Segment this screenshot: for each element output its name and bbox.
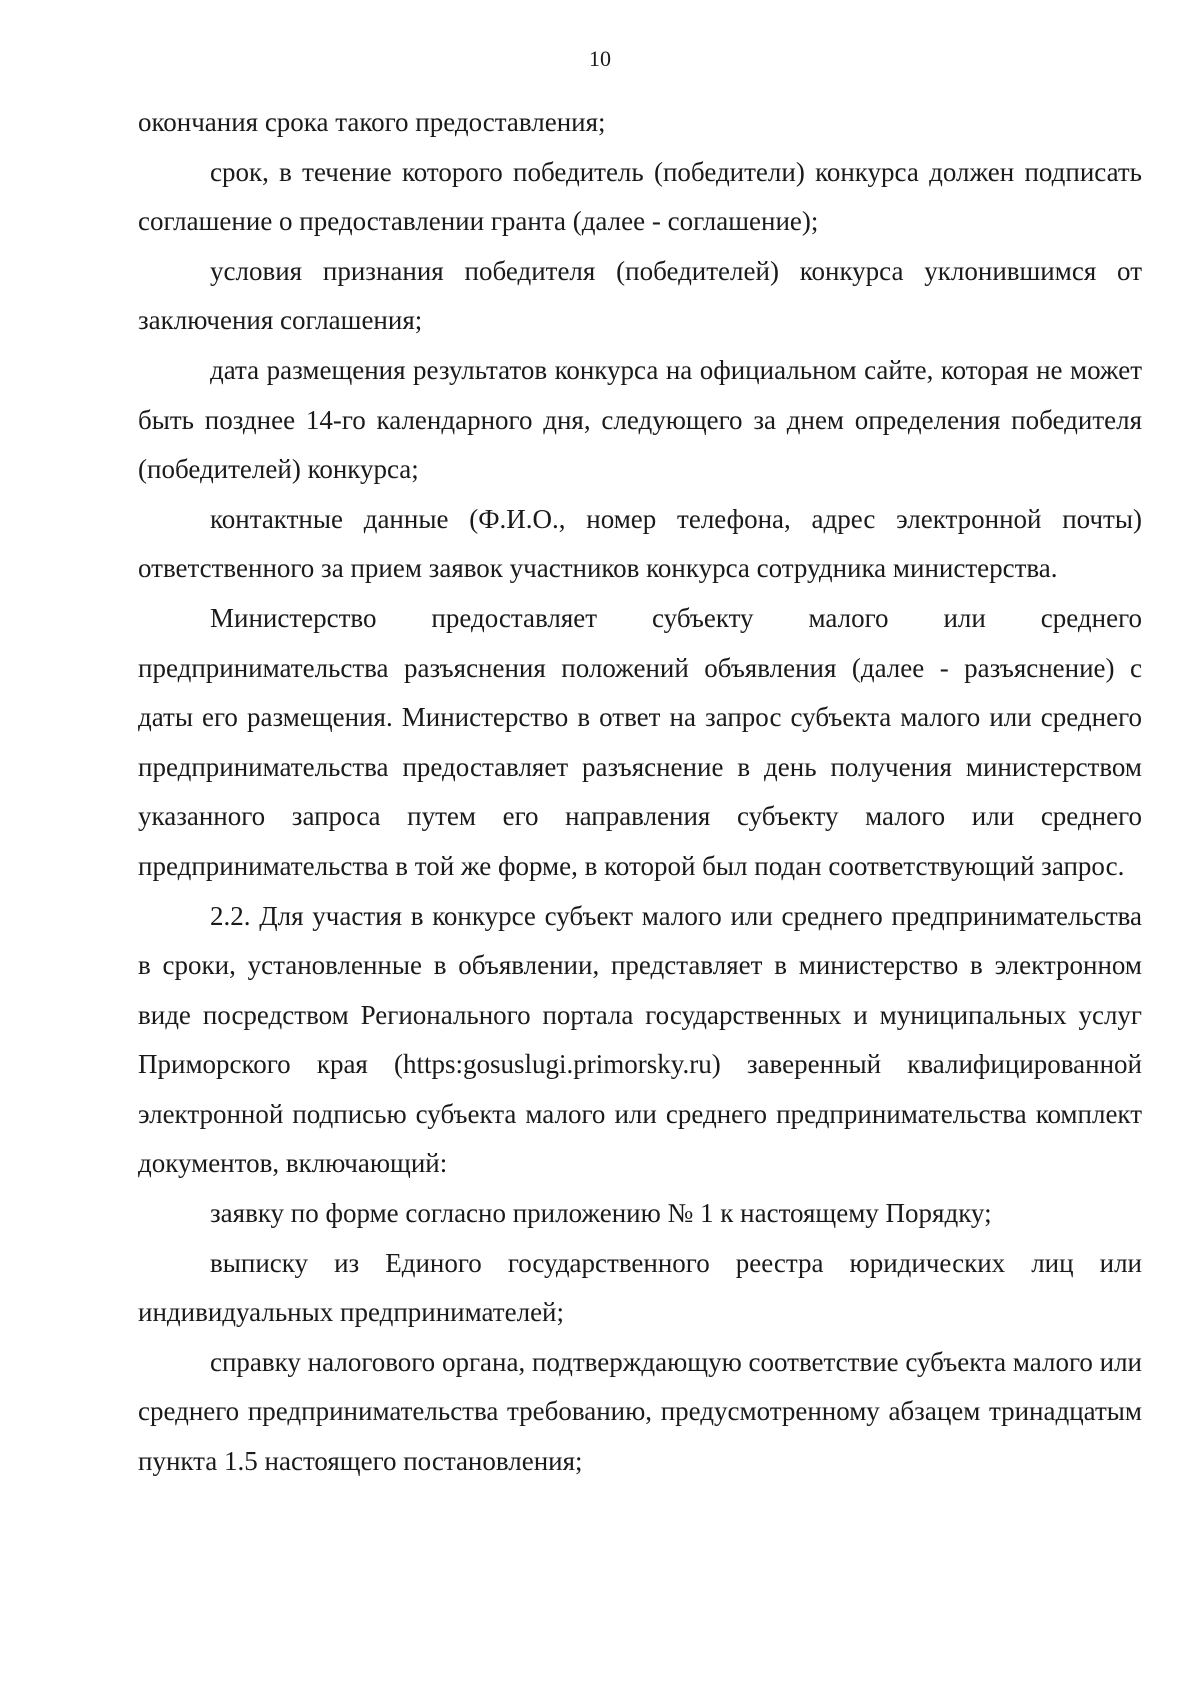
paragraph: заявку по форме согласно приложению № 1 к настоящему Порядку;: [210, 1198, 992, 1229]
paragraph: условия признания победителя (победителей) конкурса уклонившимся от заключения соглашения;: [138, 255, 1142, 336]
document-body: [138, 98, 1142, 1487]
paragraph: дата размещения результатов конкурса на официальном сайте, которая не может быть позднее 14-го календарного дня, следующего за днем определения победителя (победителей) конкурса;: [138, 354, 1142, 485]
paragraph: справку налогового органа, подтверждающую соответствие субъекта малого или среднего предпринимательства требованию, предусмотренному абзацем тринадцатым пункта 1.5 настоящего постановления;: [138, 1346, 1142, 1477]
paragraph: Министерство предоставляет субъекту малого или среднего предпринимательства разъяснения положений объявления (далее - разъяснение) с даты его размещения. Министерство в ответ на запрос субъекта малого или среднего предпринимательства предоставляет разъяснение в день получения министерством указанного запроса путем его направления субъекту малого или среднего предпринимательства в той же форме, в которой был подан соответствующий запрос.: [138, 602, 1142, 881]
page-number: 10: [589, 46, 611, 71]
paragraph: контактные данные (Ф.И.О., номер телефона, адрес электронной почты) ответственного за прием заявок участников конкурса сотрудника министерства.: [138, 503, 1142, 584]
paragraph: срок, в течение которого победитель (победители) конкурса должен подписать соглашение о предоставлении гранта (далее - соглашение);: [138, 156, 1142, 237]
paragraph: выписку из Единого государственного реестра юридических лиц или индивидуальных предпринимателей;: [138, 1247, 1142, 1328]
paragraph: окончания срока такого предоставления;: [138, 107, 606, 137]
paragraph: 2.2. Для участия в конкурсе субъект малого или среднего предпринимательства в сроки, установленные в объявлении, представляет в министерство в электронном виде посредством Регионального портала государственных и муниципальных услуг Приморского края (https:gosuslugi.primorsky.ru) заверенный квалифицированной электронной подписью субъекта малого или среднего предпринимательства комплект документов, включающий:: [138, 900, 1142, 1179]
